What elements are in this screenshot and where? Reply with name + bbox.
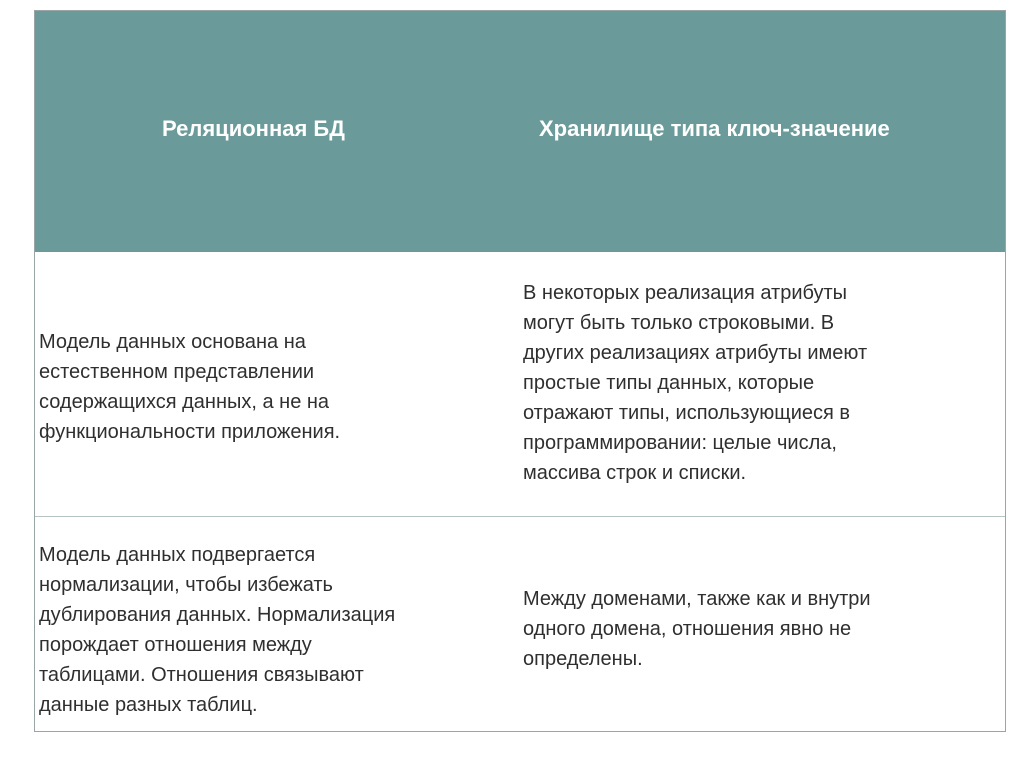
text-line: простые типы данных, которые (523, 372, 815, 394)
table-row (35, 252, 1005, 516)
text-line: нормализации, чтобы избежать (39, 574, 333, 596)
text-line: одного домена, отношения явно не (523, 618, 852, 640)
text-line: программировании: целые числа, (523, 432, 837, 454)
comparison-table (34, 10, 1006, 732)
header-relational-db: Реляционная БД (162, 116, 345, 141)
text-line: Модель данных подвергается (39, 544, 316, 566)
text-line: других реализациях атрибуты имеют (523, 342, 868, 364)
text-line: определены. (523, 648, 643, 670)
text-line: функциональности приложения. (39, 421, 341, 443)
text-line: отражают типы, использующиеся в (523, 402, 851, 424)
text-line: естественном представлении (39, 361, 315, 383)
table-row (35, 517, 1005, 731)
text-line: массива строк и списки. (523, 462, 747, 484)
text-line: В некоторых реализация атрибуты (523, 282, 848, 304)
text-line: Модель данных основана на (39, 331, 306, 353)
text-line: Между доменами, также как и внутри (523, 588, 871, 610)
text-line: порождает отношения между (39, 634, 312, 656)
header-key-value-store: Хранилище типа ключ-значение (539, 116, 890, 141)
row1-relational-cell (39, 327, 479, 447)
text-line: таблицами. Отношения связывают (39, 664, 364, 686)
text-line: могут быть только строковыми. В (523, 312, 835, 334)
text-line: содержащихся данных, а не на (39, 391, 330, 413)
row1-key-value-cell (523, 278, 975, 488)
row2-key-value-cell (523, 584, 973, 674)
table-header (35, 11, 1005, 252)
text-line: дублирования данных. Нормализация (39, 604, 396, 626)
row2-relational-cell (39, 540, 509, 720)
text-line: данные разных таблиц. (39, 694, 258, 716)
